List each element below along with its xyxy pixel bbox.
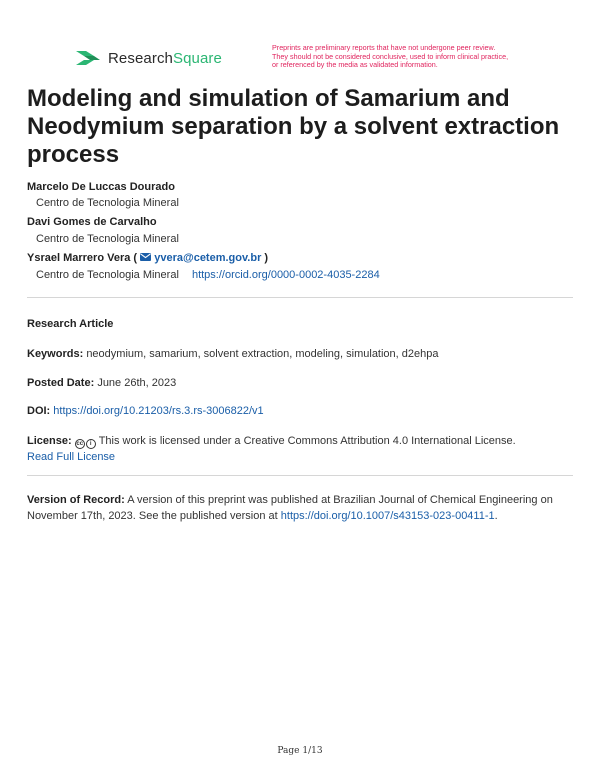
disclaimer-line: Preprints are preliminary reports that have not undergone peer review. — [272, 43, 496, 52]
doi-row — [27, 403, 573, 419]
preprint-disclaimer — [272, 44, 542, 70]
article-type — [27, 316, 573, 332]
keywords-row — [27, 346, 573, 362]
author-affiliation: Centro de Tecnologia Mineral — [36, 197, 179, 209]
research-square-logo-icon — [74, 47, 102, 69]
version-of-record — [27, 492, 573, 524]
disclaimer-line: They should not be considered conclusive, used to inform clinical practice, — [272, 51, 509, 61]
version-of-record-text: A version of this preprint was published at Brazilian Journal of Chemical Engineering on November 17th, 2023. See the published version at — [27, 494, 553, 522]
author-name: Marcelo De Luccas Dourado — [27, 181, 175, 193]
posted-date-row — [27, 375, 573, 391]
published-version-link[interactable]: https://doi.org/10.1007/s43153-023-00411-1 — [280, 510, 495, 522]
author-name-with-email — [27, 252, 268, 264]
logo-text-research: Research — [108, 49, 173, 67]
by-icon: i — [86, 439, 96, 449]
author-affiliation: Centro de Tecnologia Mineral — [36, 269, 179, 281]
author-email-link[interactable]: yvera@cetem.gov.br — [154, 252, 262, 264]
posted-date-label: Posted Date: — [27, 377, 95, 389]
author-affiliation-row — [36, 269, 380, 281]
author-name: Ysrael Marrero Vera — [27, 252, 131, 264]
divider — [27, 475, 573, 476]
envelope-icon — [140, 253, 151, 261]
logo-text — [108, 50, 222, 67]
research-square-logo[interactable] — [74, 47, 222, 69]
version-of-record-end: . — [494, 510, 498, 522]
author-affiliation: Centro de Tecnologia Mineral — [36, 233, 179, 245]
paper-title: Modeling and simulation of Samarium and Neodymium separation by a solvent extraction process — [27, 85, 560, 168]
posted-date-value: June 26th, 2023 — [97, 377, 177, 389]
license-row — [27, 433, 573, 465]
cc-license-icons — [75, 439, 96, 449]
email-open-paren: ( — [133, 252, 138, 264]
license-text: This work is licensed under a Creative Commons Attribution 4.0 International License. — [98, 435, 516, 447]
disclaimer-line: or referenced by the media as validated information. — [272, 60, 438, 70]
orcid-link[interactable]: https://orcid.org/0000-0002-4035-2284 — [191, 269, 380, 281]
license-label: License: — [27, 435, 72, 447]
keywords-value: neodymium, samarium, solvent extraction, modeling, simulation, d2ehpa — [86, 348, 439, 360]
doi-label: DOI: — [27, 405, 51, 417]
email-close-paren: ) — [264, 252, 269, 264]
version-of-record-label: Version of Record: — [27, 494, 125, 506]
divider — [27, 297, 573, 298]
page-number: Page 1/13 — [277, 746, 323, 756]
author-name: Davi Gomes de Carvalho — [27, 216, 157, 228]
keywords-label: Keywords: — [27, 348, 84, 360]
article-type-label: Research Article — [27, 318, 114, 330]
read-full-license-link[interactable]: Read Full License — [27, 451, 116, 463]
logo-text-square: Square — [173, 49, 222, 67]
doi-link[interactable]: https://doi.org/10.21203/rs.3.rs-3006822/v1 — [53, 405, 264, 417]
cc-icon: cc — [76, 441, 84, 447]
